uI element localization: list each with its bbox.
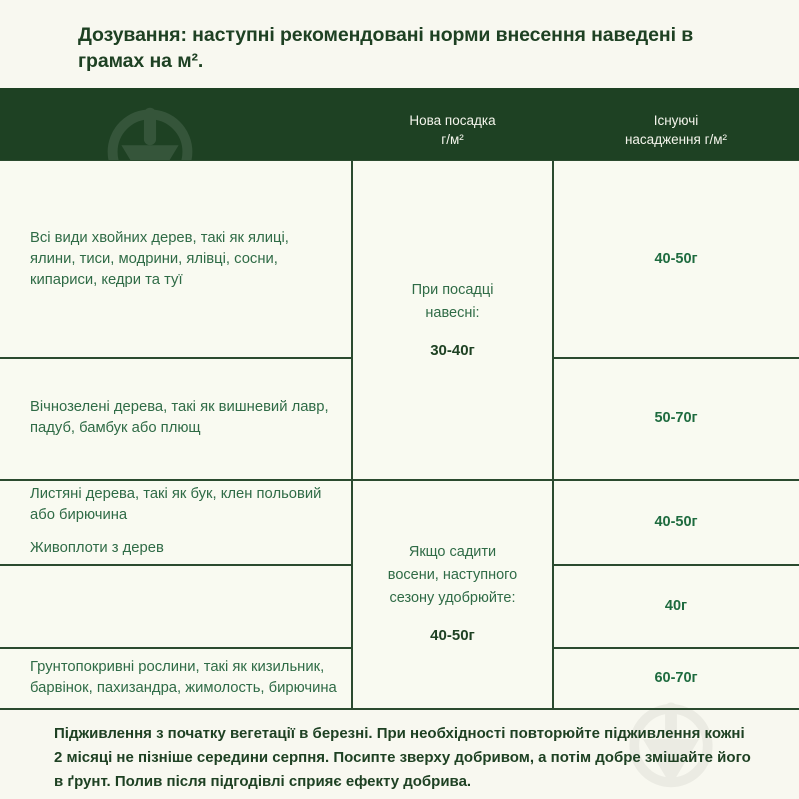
right-cell-value-3-text: 40-50г	[654, 513, 698, 530]
right-cell-value-5-text: 60-70г	[654, 669, 698, 686]
middle-cell-spring-line2: навесні:	[425, 304, 480, 321]
column-header-new-planting-line2: г/м²	[441, 132, 464, 147]
column-header-existing-plantings	[553, 111, 799, 149]
row-cell-groundcover-text: Грунтопокривні рослини, такі як кизильник, барвінок, пахизандра, жимолость, бирючина	[30, 658, 337, 696]
row-cell-evergreens	[0, 357, 352, 479]
table-header-row	[0, 88, 799, 160]
row-cell-hedges-text: Живоплоти з дерев	[30, 540, 164, 556]
table-body	[0, 160, 799, 710]
middle-cell-autumn-line2: восени, наступного	[387, 566, 518, 583]
middle-cell-spring-planting	[352, 161, 553, 479]
row-cell-deciduous	[0, 479, 352, 564]
middle-cell-spring-line1: При посадці	[411, 281, 494, 298]
right-cell-value-4	[553, 564, 799, 647]
column-header-new-planting	[352, 111, 553, 149]
right-cell-value-1	[553, 161, 799, 357]
middle-cell-autumn-amount: 40-50г	[430, 626, 475, 644]
column-header-new-planting-line1: Нова посадка	[409, 113, 496, 128]
row-cell-groundcover	[0, 647, 352, 708]
right-cell-value-2-text: 50-70г	[654, 410, 698, 426]
page-title: Дозування: наступні рекомендовані норми внесення наведені в грамах на м².	[78, 24, 694, 72]
row-cell-deciduous-text: Листяні дерева, такі як бук, клен польовий або бирючина	[30, 486, 322, 523]
watermark-logo-icon	[95, 88, 205, 160]
middle-cell-autumn-line3: сезону удобрюйте:	[389, 589, 516, 606]
right-cell-value-1-text: 40-50г	[654, 251, 698, 267]
right-cell-value-5	[553, 647, 799, 708]
footer-note: Підживлення з початку вегетації в березні. При необхідності повторюйте підживлення кожні 2 місяці не пізніше середини серпня. Посипте зверху добривом, а потім добре змішайте його в ґрунт. Полив після підгодівлі сприяє ефекту добрива.	[54, 725, 751, 790]
table-bottom-rule	[0, 708, 799, 710]
row-cell-conifers	[0, 161, 352, 357]
dosage-table	[0, 88, 799, 709]
column-header-existing-line2: насадження г/м²	[624, 132, 728, 147]
row-cell-empty	[0, 564, 352, 647]
right-cell-value-4-text: 40г	[664, 597, 688, 614]
column-header-existing-line1: Існуючі	[653, 113, 699, 128]
middle-cell-spring-amount: 30-40г	[430, 341, 475, 359]
right-cell-value-2	[553, 357, 799, 479]
middle-cell-autumn-planting	[352, 479, 553, 708]
row-cell-conifers-text: Всі види хвойних дерев, такі як ялиці, ялини, тиси, модрини, ялівці, сосни, кипариси, кедри та туї	[30, 229, 289, 288]
middle-cell-autumn-line1: Якщо садити	[408, 543, 497, 560]
row-cell-evergreens-text: Вічнозелені дерева, такі як вишневий лавр, падуб, бамбук або плющ	[30, 399, 329, 436]
right-cell-value-3	[553, 479, 799, 564]
